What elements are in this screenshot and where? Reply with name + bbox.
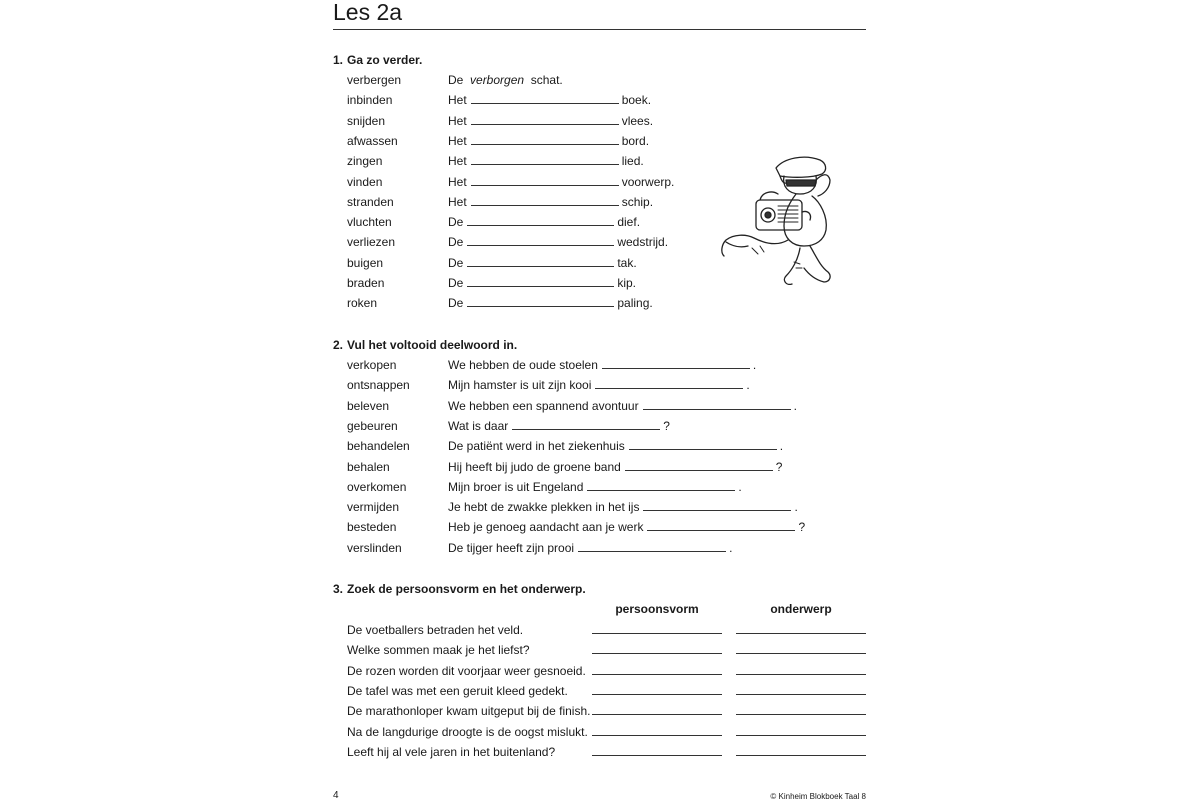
article-label: Het — [448, 175, 467, 189]
fill-in-row — [448, 175, 674, 189]
answer-blank[interactable] — [471, 175, 619, 186]
verb-label: braden — [347, 276, 385, 290]
fill-in-row — [448, 235, 668, 249]
section3-title: Zoek de persoonsvorm en het onderwerp. — [347, 582, 586, 596]
noun-label: bord. — [621, 134, 650, 148]
sentence-text: Na de langdurige droogte is de oogst mislukt. — [347, 725, 588, 739]
verb-label: zingen — [347, 154, 383, 168]
verb-label: verliezen — [347, 235, 396, 249]
article-label: De — [448, 73, 464, 87]
sentence-text: Welke sommen maak je het liefst? — [347, 643, 530, 657]
fill-in-row — [448, 256, 637, 270]
sentence-end: . — [793, 399, 797, 413]
verb-label: gebeuren — [347, 419, 398, 433]
sentence-row — [448, 500, 798, 514]
answer-blank[interactable] — [467, 215, 614, 226]
fill-in-row — [448, 215, 640, 229]
answer-blank[interactable] — [471, 154, 619, 165]
verb-label: ontsnappen — [347, 378, 410, 392]
noun-label: voorwerp. — [621, 175, 675, 189]
article-label: De — [448, 256, 464, 270]
answer-blank[interactable] — [471, 114, 619, 125]
verb-label: vinden — [347, 175, 383, 189]
noun-label: tak. — [617, 256, 637, 270]
sentence-end: ? — [663, 419, 670, 433]
copyright-notice: © Kinheim Blokboek Taal 8 — [770, 792, 866, 801]
article-label: De — [448, 215, 464, 229]
persoonsvorm-blank[interactable] — [592, 714, 722, 715]
onderwerp-blank[interactable] — [736, 674, 866, 675]
sentence-text: De tafel was met een geruit kleed gedekt. — [347, 684, 568, 698]
column-header-onderwerp: onderwerp — [770, 602, 832, 616]
article-label: Het — [448, 114, 467, 128]
sentence-text: We hebben de oude stoelen — [448, 358, 598, 372]
answer-blank[interactable] — [643, 399, 791, 410]
noun-label: schat. — [530, 73, 563, 87]
example-sentence — [448, 73, 563, 87]
sentence-text: We hebben een spannend avontuur — [448, 399, 639, 413]
noun-label: wedstrijd. — [617, 235, 669, 249]
noun-label: boek. — [621, 93, 652, 107]
verb-label: afwassen — [347, 134, 398, 148]
onderwerp-blank[interactable] — [736, 735, 866, 736]
fill-in-row — [448, 154, 644, 168]
onderwerp-blank[interactable] — [736, 755, 866, 756]
verb-label: behandelen — [347, 439, 410, 453]
answer-blank[interactable] — [595, 378, 743, 389]
article-label: De — [448, 235, 464, 249]
verb-label: verkopen — [347, 358, 397, 372]
answer-blank[interactable] — [467, 256, 614, 267]
sentence-end: . — [729, 541, 733, 555]
verb-label: overkomen — [347, 480, 407, 494]
sentence-row — [448, 378, 750, 392]
sentence-row — [448, 480, 742, 494]
verb-label: behalen — [347, 460, 390, 474]
page-number: 4 — [333, 790, 339, 801]
noun-label: paling. — [617, 296, 653, 310]
sentence-text: Leeft hij al vele jaren in het buitenland? — [347, 745, 556, 759]
sentence-text: Heb je genoeg aandacht aan je werk — [448, 520, 644, 534]
section1-number: 1. — [333, 53, 344, 67]
sentence-end: . — [779, 439, 784, 453]
sentence-text: Wat is daar — [448, 419, 509, 433]
answer-blank[interactable] — [467, 276, 614, 287]
noun-label: vlees. — [621, 114, 654, 128]
noun-label: dief. — [617, 215, 641, 229]
noun-label: kip. — [617, 276, 637, 290]
article-label: De — [448, 296, 464, 310]
onderwerp-blank[interactable] — [736, 714, 866, 715]
title-divider — [333, 29, 866, 30]
answer-blank[interactable] — [578, 541, 726, 552]
article-label: Het — [448, 195, 467, 209]
thief-running-with-radio-icon — [712, 150, 842, 290]
persoonsvorm-blank[interactable] — [592, 674, 722, 675]
fill-in-row — [448, 296, 653, 310]
answer-blank[interactable] — [625, 460, 773, 471]
answer-blank[interactable] — [471, 93, 619, 104]
verb-label: buigen — [347, 256, 384, 270]
fill-in-row — [448, 276, 636, 290]
answer-blank[interactable] — [512, 419, 660, 430]
example-answer: verborgen — [470, 73, 525, 87]
persoonsvorm-blank[interactable] — [592, 755, 722, 756]
verb-label: besteden — [347, 520, 397, 534]
sentence-text: Mijn hamster is uit zijn kooi — [448, 378, 592, 392]
answer-blank[interactable] — [643, 500, 791, 511]
verb-label: vluchten — [347, 215, 392, 229]
sentence-end: . — [752, 358, 757, 372]
onderwerp-blank[interactable] — [736, 694, 866, 695]
sentence-end: . — [794, 500, 798, 514]
section2-heading — [333, 338, 517, 352]
fill-in-row — [448, 134, 649, 148]
onderwerp-blank[interactable] — [736, 633, 866, 634]
answer-blank[interactable] — [647, 520, 795, 531]
noun-label: schip. — [621, 195, 654, 209]
fill-in-row — [448, 114, 653, 128]
sentence-text: De voetballers betraden het veld. — [347, 623, 524, 637]
fill-in-row — [448, 93, 651, 107]
fill-in-row — [448, 195, 653, 209]
sentence-text: Je hebt de zwakke plekken in het ijs — [448, 500, 640, 514]
answer-blank[interactable] — [471, 195, 619, 206]
verb-label: vermijden — [347, 500, 400, 514]
sentence-row — [448, 358, 756, 372]
answer-blank[interactable] — [602, 358, 750, 369]
verb-label: verslinden — [347, 541, 402, 555]
article-label: Het — [448, 134, 467, 148]
article-label: Het — [448, 93, 467, 107]
section1-title: Ga zo verder. — [347, 53, 423, 67]
section2-title: Vul het voltooid deelwoord in. — [347, 338, 518, 352]
sentence-text: Mijn broer is uit Engeland — [448, 480, 584, 494]
noun-label: lied. — [621, 154, 644, 168]
sentence-end: ? — [775, 460, 783, 474]
verb-label: stranden — [347, 195, 394, 209]
sentence-row — [448, 520, 805, 534]
sentence-text: De rozen worden dit voorjaar weer gesnoeid. — [347, 664, 586, 678]
persoonsvorm-blank[interactable] — [592, 653, 722, 654]
sentence-end: . — [746, 378, 750, 392]
verb-label: inbinden — [347, 93, 393, 107]
sentence-text: De tijger heeft zijn prooi — [448, 541, 575, 555]
sentence-row — [448, 399, 797, 413]
sentence-row — [448, 419, 670, 433]
page-title: Les 2a — [333, 0, 403, 25]
answer-blank[interactable] — [467, 235, 614, 246]
sentence-row — [448, 541, 732, 555]
sentence-text: De patiënt werd in het ziekenhuis — [448, 439, 625, 453]
section3-number: 3. — [333, 582, 344, 596]
answer-blank[interactable] — [587, 480, 735, 491]
verb-label: roken — [347, 296, 378, 310]
verb-label: snijden — [347, 114, 386, 128]
sentence-row — [448, 439, 783, 453]
verb-label: verbergen — [347, 73, 402, 87]
column-header-persoonsvorm: persoonsvorm — [615, 602, 699, 616]
section2-number: 2. — [333, 338, 344, 352]
sentence-end: ? — [798, 520, 806, 534]
persoonsvorm-blank[interactable] — [592, 694, 722, 695]
section3-heading — [333, 582, 586, 596]
article-label: Het — [448, 154, 467, 168]
sentence-end: . — [738, 480, 742, 494]
sentence-text: Hij heeft bij judo de groene band — [448, 460, 621, 474]
persoonsvorm-blank[interactable] — [592, 633, 722, 634]
answer-blank[interactable] — [629, 439, 777, 450]
article-label: De — [448, 276, 464, 290]
verb-label: beleven — [347, 399, 390, 413]
sentence-row — [448, 460, 782, 474]
answer-blank[interactable] — [467, 296, 614, 307]
answer-blank[interactable] — [471, 134, 619, 145]
persoonsvorm-blank[interactable] — [592, 735, 722, 736]
onderwerp-blank[interactable] — [736, 653, 866, 654]
section1-heading — [333, 53, 422, 67]
sentence-text: De marathonloper kwam uitgeput bij de finish. — [347, 704, 591, 718]
